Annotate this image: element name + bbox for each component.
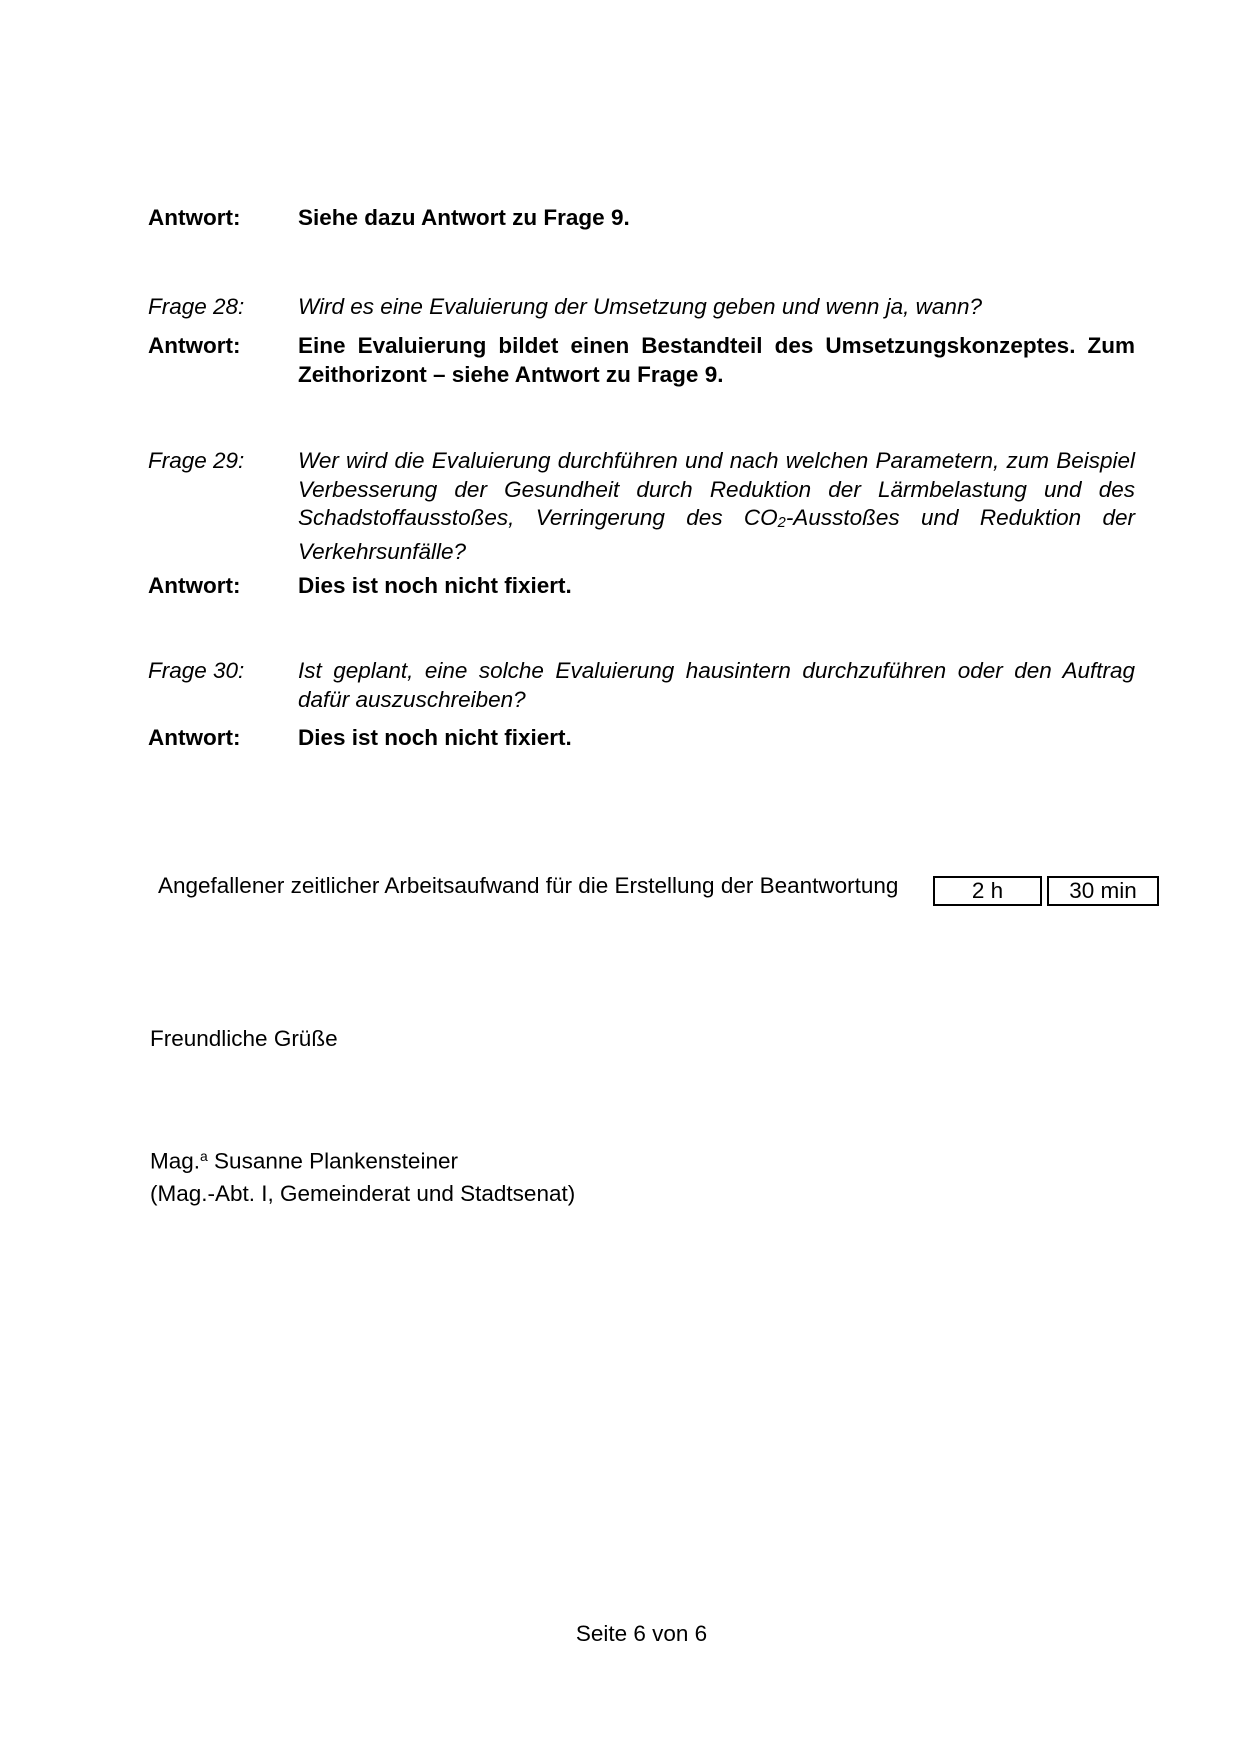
signer-department: (Mag.-Abt. I, Gemeinderat und Stadtsenat) xyxy=(150,1181,576,1206)
question-29-text-part2: -Ausstoßes und Reduktion der Verkehrsunfälle? xyxy=(298,505,1136,564)
answer-29-text: Dies ist noch nicht fixiert. xyxy=(298,573,572,598)
question-30-label: Frage 30: xyxy=(148,658,245,683)
qa-row-question-28 xyxy=(148,293,1135,322)
answer-28-text: Eine Evaluierung bildet einen Bestandteil des Umsetzungskonzeptes. Zum Zeithorizont – siehe Antwort zu Frage 9. xyxy=(298,333,1135,387)
question-30-text: Ist geplant, eine solche Evaluierung hausintern durchzuführen oder den Auftrag dafür auszuschreiben? xyxy=(298,658,1135,712)
answer-29-label: Antwort: xyxy=(148,573,241,598)
question-29-co2-subscript: 2 xyxy=(777,515,786,532)
answer-30-text: Dies ist noch nicht fixiert. xyxy=(298,725,572,750)
question-29-label: Frage 29: xyxy=(148,448,245,473)
question-28-label: Frage 28: xyxy=(148,294,245,319)
effort-label: Angefallener zeitlicher Arbeitsaufwand für die Erstellung der Beantwortung xyxy=(158,873,899,898)
signer-title-superscript: a xyxy=(200,1148,208,1164)
page-number: Seite 6 von 6 xyxy=(575,1621,708,1646)
signer-name xyxy=(150,1142,458,1176)
signer-title: Mag. xyxy=(150,1148,201,1174)
qa-row-answer-30 xyxy=(148,724,1135,753)
signer-fullname: Susanne Plankensteiner xyxy=(207,1148,458,1174)
effort-hours-value: 2 h xyxy=(971,878,1004,903)
answer-label: Antwort: xyxy=(148,205,241,230)
qa-row-question-30 xyxy=(148,657,1135,714)
answer-30-label: Antwort: xyxy=(148,725,241,750)
qa-row-answer-29 xyxy=(148,572,1135,601)
intro-answer-text: Siehe dazu Antwort zu Frage 9. xyxy=(298,205,630,230)
effort-minutes-cell xyxy=(1047,876,1159,906)
qa-row-answer-28 xyxy=(148,332,1135,389)
question-29-text xyxy=(298,447,1135,566)
answer-28-label: Antwort: xyxy=(148,333,241,358)
question-29-text-part1: Wer wird die Evaluierung durchführen und nach welchen Parametern, zum Beispiel Verbesserung der Gesundheit durch Reduktion der Lärmbelastung und des Schadstoffausstoßes, Verringerung des CO xyxy=(298,448,1135,530)
effort-minutes-value: 30 min xyxy=(1069,878,1137,903)
effort-hours-cell xyxy=(933,876,1042,906)
question-28-text: Wird es eine Evaluierung der Umsetzung geben und wenn ja, wann? xyxy=(298,294,982,319)
qa-row-question-29 xyxy=(148,447,1135,566)
qa-row-intro-answer xyxy=(148,204,1135,233)
closing-greeting: Freundliche Grüße xyxy=(150,1026,338,1051)
